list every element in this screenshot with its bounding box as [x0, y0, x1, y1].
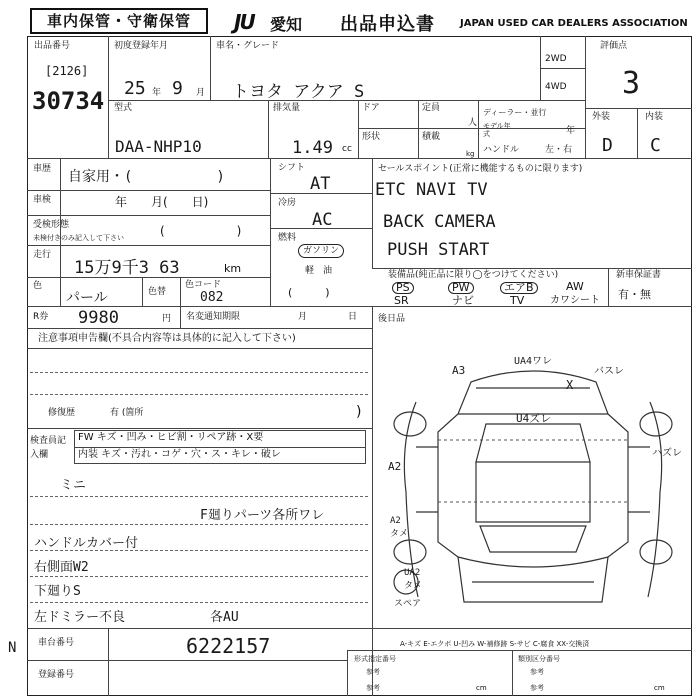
equip-pw: PW [448, 282, 474, 294]
diag-a3: A3 [452, 364, 466, 377]
diag-bumper: バスレ [594, 366, 624, 377]
diag-ua4: UA4ワレ [514, 356, 553, 367]
equip-aw: AW [566, 280, 584, 293]
int-value: C [650, 135, 661, 156]
form-title: 出品申込書 [340, 14, 435, 35]
ac-value: AC [312, 210, 333, 230]
equip-seat: カワシート [550, 295, 600, 306]
car-damage-diagram [376, 352, 690, 648]
n-mark: N [8, 640, 17, 656]
recycle-value: 9980 [78, 308, 119, 328]
color-code-value: 082 [200, 290, 224, 305]
note-line-3: ハンドルカバー付 [34, 536, 139, 551]
equip-sr: SR [394, 294, 409, 307]
diagram-legend: A-キズ E-エクボ U-凹み W-補修跡 S-サビ C-腐食 XX-交換済 [400, 640, 590, 648]
ext-value: D [602, 135, 613, 156]
equip-airbag: エアB [500, 282, 538, 294]
diag-u4: U4ズレ [516, 412, 552, 425]
grade-value: 3 [622, 66, 641, 101]
model-value: DAA-NHP10 [115, 137, 202, 156]
lot-number: 30734 [32, 87, 105, 115]
name-value: トヨタ アクア S [232, 82, 365, 102]
note-line-4: 右側面W2 [34, 560, 89, 575]
storage-title: 車内保管・守衛保管 [30, 8, 208, 34]
note-line-1: ミニ [60, 478, 87, 493]
shift-value: AT [310, 174, 331, 194]
reg-month: 9 [172, 78, 183, 99]
note-line-6: 左ドミラー不良 [34, 610, 126, 625]
diag-a2-1: A2 [388, 460, 402, 473]
color-value: パール [66, 290, 108, 306]
grade-label: 評価点 [600, 41, 628, 51]
reg-label: 初度登録年月 [114, 41, 169, 51]
diag-ua2: UA2 タメ [404, 568, 423, 591]
diag-a2-2: A2 タメ [390, 516, 409, 539]
diag-side: ハズレ [652, 448, 682, 459]
org-name: 愛知 [270, 15, 303, 34]
selling-point-3: PUSH START [387, 240, 490, 260]
selling-point-1: ETC NAVI TV [375, 180, 488, 200]
displacement-value: 1.49 [292, 138, 333, 158]
name-label: 車名・グレード [216, 41, 280, 51]
diag-spare: スペア [394, 599, 422, 609]
chassis-value: 6222157 [186, 634, 271, 658]
equip-ps: PS [392, 282, 414, 294]
ju-logo: JU [234, 10, 254, 34]
history-value: 自家用・( ) [68, 169, 225, 185]
selling-point-2: BACK CAMERA [383, 212, 496, 232]
lot-sub: [2126] [45, 64, 89, 78]
note-line-2: F廻りパーツ各所ワレ [200, 508, 325, 523]
reg-year: 25 [124, 78, 146, 99]
org-english: JAPAN USED CAR DEALERS ASSOCIATION [460, 18, 688, 29]
note-line-5: 下廻りS [34, 584, 81, 599]
mileage-value: 15万9千3 63 [74, 258, 180, 278]
equip-navi: ナビ [452, 294, 474, 307]
lot-label: 出品番号 [34, 41, 71, 51]
equip-tv: TV [510, 294, 525, 307]
note-line-7: 各AU [210, 610, 239, 625]
fuel-value: ガソリン [298, 244, 344, 258]
diag-x: X [566, 378, 574, 392]
